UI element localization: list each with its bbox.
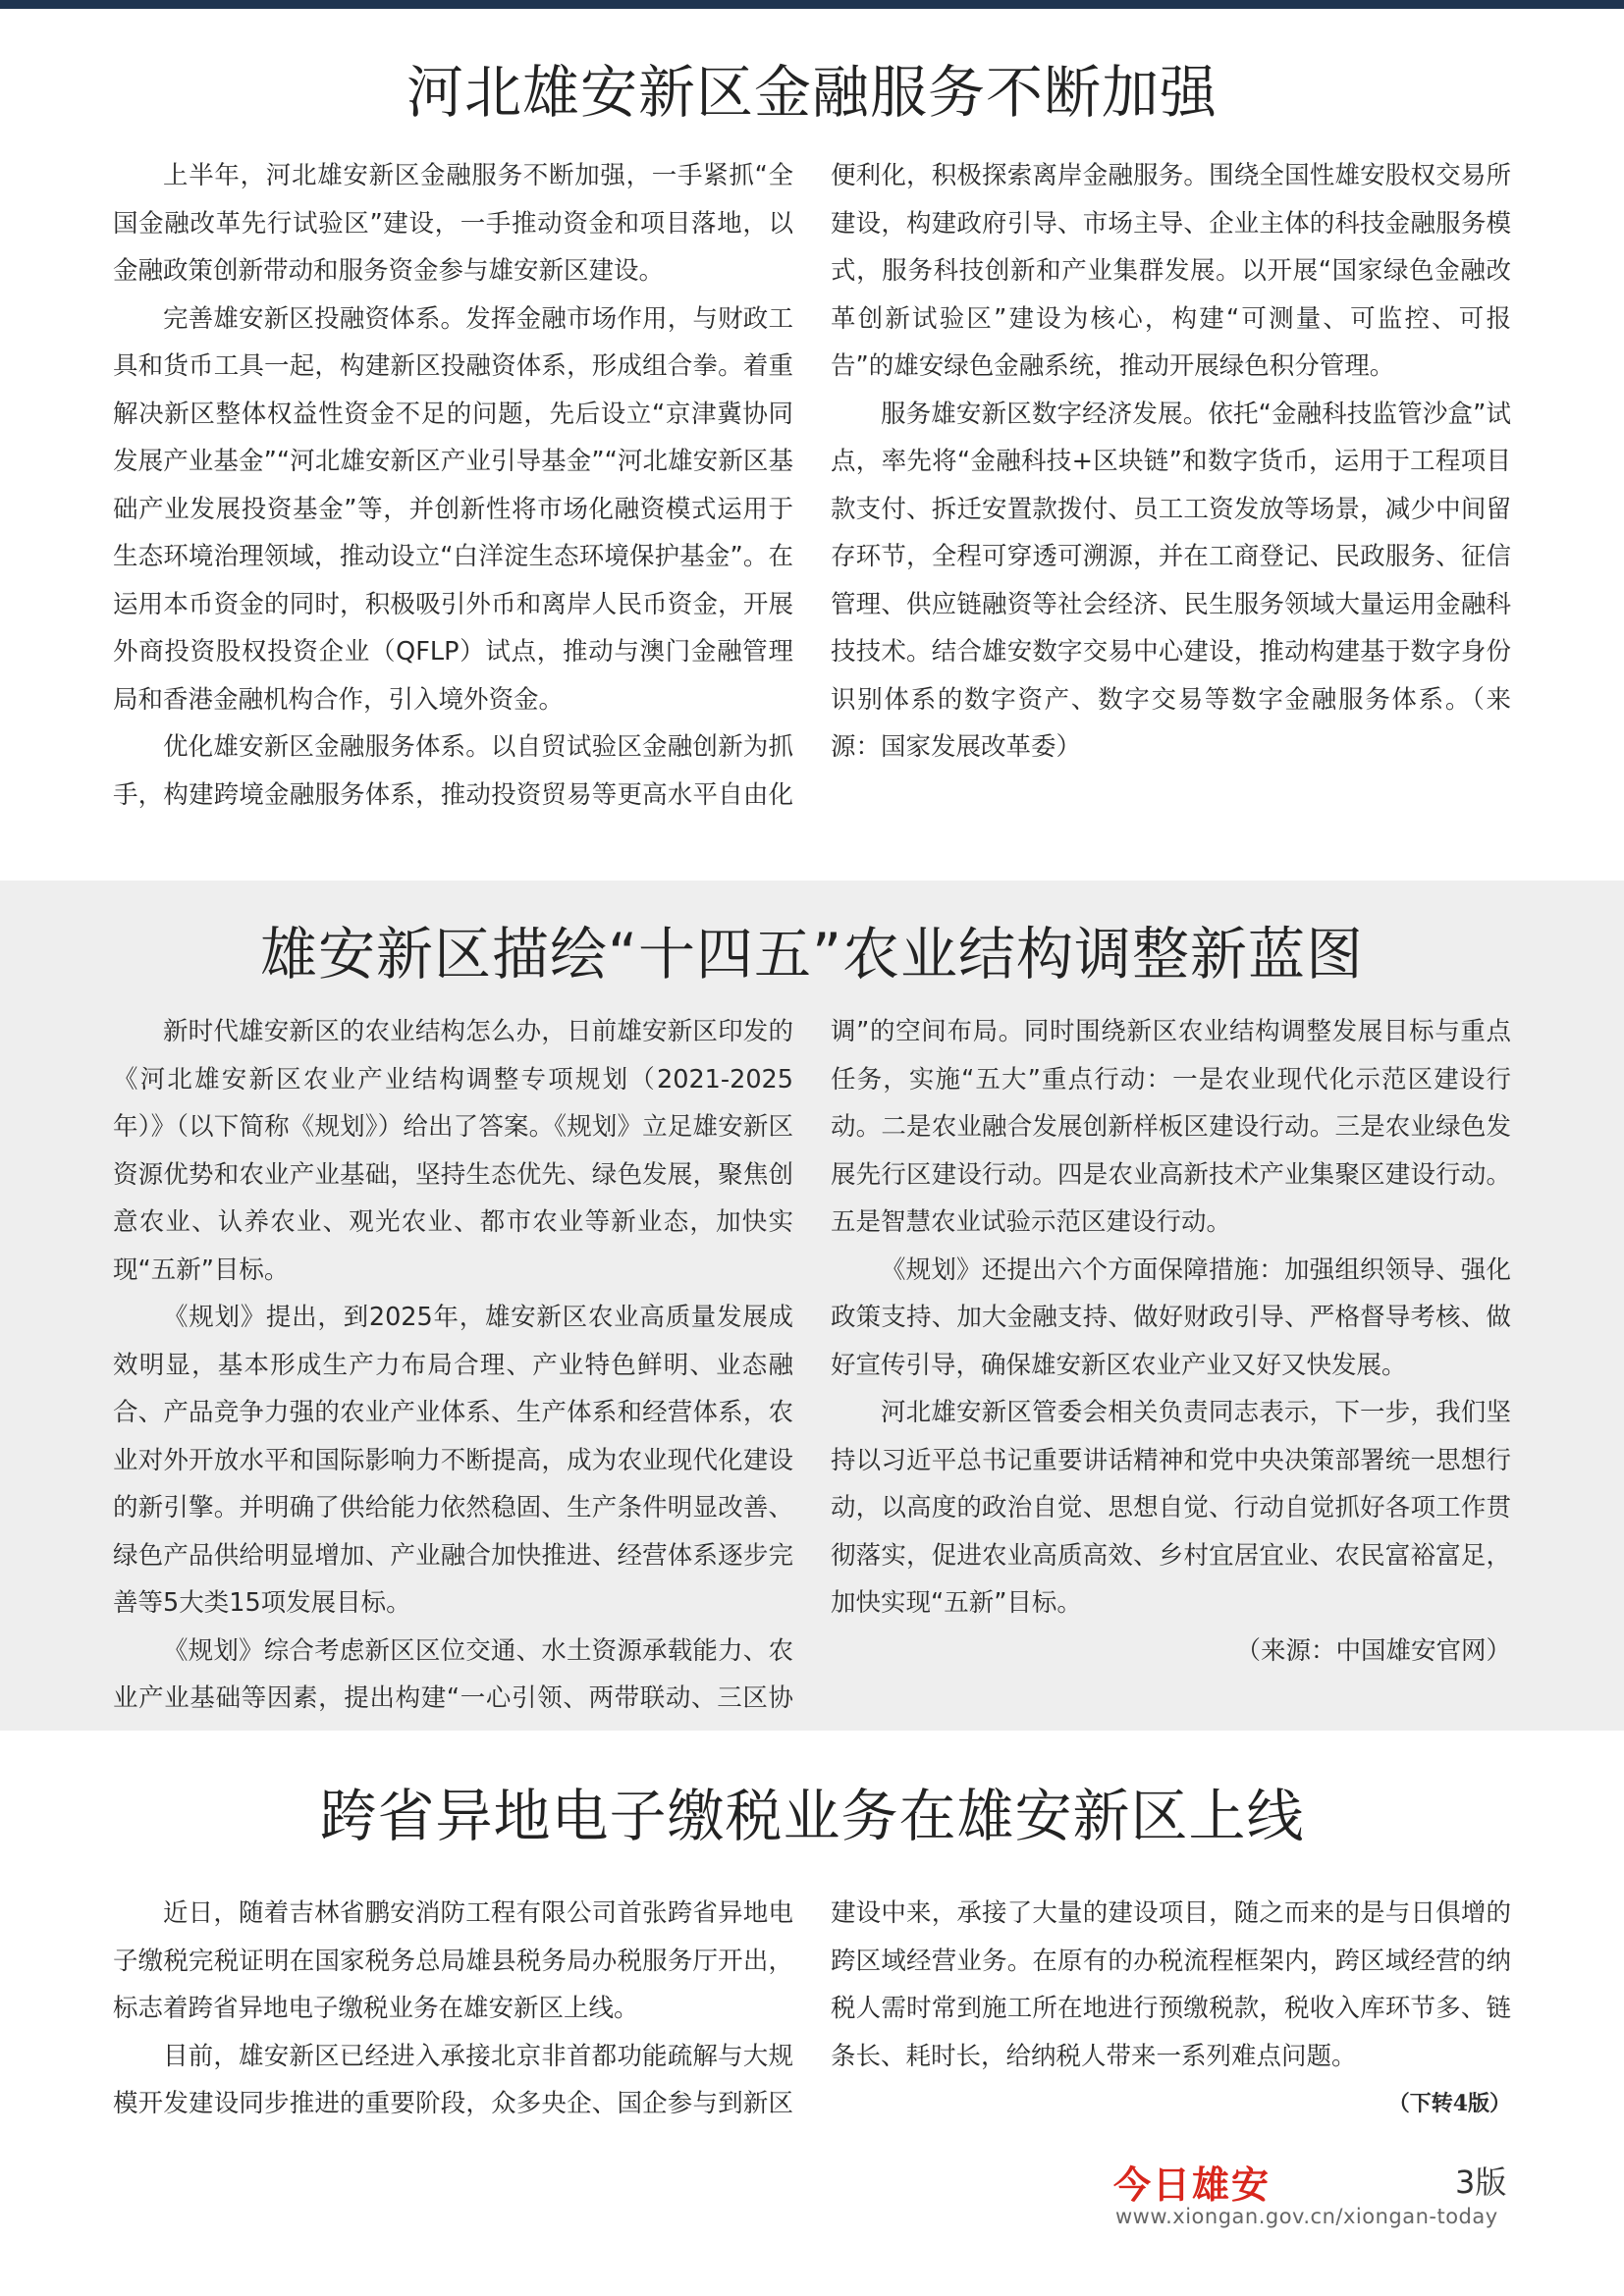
paragraph: 完善雄安新区投融资体系。发挥金融市场作用，与财政工具和货币工具一起，构建新区投融资体系，形成组合拳。着重解决新区整体权益性资金不足的问题，先后设立“京津冀协同发展产业基金”“河北雄安新区产业引导基金”“河北雄安新区基础产业发展投资基金”等，并创新性将市场化融资模式运用于生态环境治理领域，推动设立“白洋淀生态环境保护基金”。在运用本币资金的同时，积极吸引外币和离岸人民币资金，开展外商投资股权投资企业（QFLP）试点，推动与澳门金融管理局和香港金融机构合作，引入境外资金。: [113, 303, 793, 715]
article-body: [113, 1008, 1511, 1723]
paragraph: 《规划》综合考虑新区区位交通、水土资源承载能力、农业产业基础等因素，提出构建“一心引领、两带联动、三区协调”的空间布局。同时围绕新区农业结构调整发展目标与重点任务，实施“五大”重点行动：一是农业现代化示范区建设行动。二是农业融合发展创新样板区建设行动。三是农业绿色发展先行区建设行动。四是农业高新技术产业集聚区建设行动。五是智慧农业试验示范区建设行动。: [113, 1017, 1511, 1713]
article-finance: [0, 9, 1624, 881]
publication-logo: 今日雄安: [1113, 2163, 1272, 2207]
paragraph: 河北雄安新区管委会相关负责同志表示，下一步，我们坚持以习近平总书记重要讲话精神和党中央决策部署统一思想行动，以高度的政治自觉、思想自觉、行动自觉抓好各项工作贯彻落实，促进农业高质高效、乡村宜居宜业、农民富裕富足，加快实现“五新”目标。: [831, 1398, 1511, 1618]
paragraph: 目前，雄安新区已经进入承接北京非首都功能疏解与大规模开发建设同步推进的重要阶段，众多央企、国企参与到新区建设中来，承接了大量的建设项目，随之而来的是与日俱增的跨区域经营业务。在原有的办税流程框架内，跨区域经营的纳税人需时常到施工所在地进行预缴税款，税收入库环节多、链条长、耗时长，给纳税人带来一系列难点问题。: [113, 1898, 1511, 2118]
paragraph: 服务雄安新区数字经济发展。依托“金融科技监管沙盒”试点，率先将“金融科技+区块链”和数字货币，运用于工程项目款支付、拆迁安置款拨付、员工工资发放等场景，减少中间留存环节，全程可穿透可溯源，并在工商登记、民政服务、征信管理、供应链融资等社会经济、民生服务领域大量运用金融科技技术。结合雄安数字交易中心建设，推动构建基于数字身份识别体系的数字资产、数字交易等数字金融服务体系。（来源：国家发展改革委）: [831, 399, 1511, 762]
top-bar: [0, 0, 1624, 9]
page-number: 3版: [1455, 2163, 1507, 2201]
paragraph: 《规划》还提出六个方面保障措施：加强组织领导、强化政策支持、加大金融支持、做好财政引导、严格督导考核、做好宣传引导，确保雄安新区农业产业又好又快发展。: [831, 1255, 1511, 1380]
article-body: [113, 1890, 1511, 2128]
paragraph: 近日，随着吉林省鹏安消防工程有限公司首张跨省异地电子缴税完税证明在国家税务总局雄县税务局办税服务厅开出，标志着跨省异地电子缴税业务在雄安新区上线。: [113, 1898, 793, 2023]
article-title: 雄安新区描绘“十四五”农业结构调整新蓝图: [259, 921, 1365, 988]
article-body: [113, 152, 1511, 819]
paragraph: 《规划》提出，到2025年，雄安新区农业高质量发展成效明显，基本形成生产力布局合理、产业特色鲜明、业态融合、产品竞争力强的农业产业体系、生产体系和经营体系，农业对外开放水平和国际影响力不断提高，成为农业现代化建设的新引擎。并明确了供给能力依然稳固、生产条件明显改善、绿色产品供给明显增加、产业融合加快推进、经营体系逐步完善等5大类15项发展目标。: [113, 1303, 793, 1618]
continued-note: （下转4版）: [1387, 2091, 1511, 2116]
paragraph: 优化雄安新区金融服务体系。以自贸试验区金融创新为抓手，构建跨境金融服务体系，推动投资贸易等更高水平自由化便利化，积极探索离岸金融服务。围绕全国性雄安股权交易所建设，构建政府引导、市场主导、企业主体的科技金融服务模式，服务科技创新和产业集群发展。以开展“国家绿色金融改革创新试验区”建设为核心，构建“可测量、可监控、可报告”的雄安绿色金融系统，推动开展绿色积分管理。: [113, 161, 1511, 810]
article-title: 跨省异地电子缴税业务在雄安新区上线: [319, 1783, 1305, 1849]
paragraph: 上半年，河北雄安新区金融服务不断加强，一手紧抓“全国金融改革先行试验区”建设，一手推动资金和项目落地，以金融政策创新带动和服务资金参与雄安新区建设。: [113, 161, 793, 286]
article-title: 河北雄安新区金融服务不断加强: [406, 59, 1218, 126]
paragraph: 新时代雄安新区的农业结构怎么办，日前雄安新区印发的《河北雄安新区农业产业结构调整专项规划（2021-2025年）》（以下简称《规划》）给出了答案。《规划》立足雄安新区资源优势和农业产业基础，坚持生态优先、绿色发展，聚焦创意农业、认养农业、观光农业、都市农业等新业态，加快实现“五新”目标。: [113, 1017, 793, 1285]
article-agriculture: [0, 881, 1624, 1731]
source-note: （来源：中国雄安官网）: [1235, 1635, 1511, 1666]
website-url[interactable]: www.xiongan.gov.cn/xiongan-today: [1115, 2205, 1498, 2228]
